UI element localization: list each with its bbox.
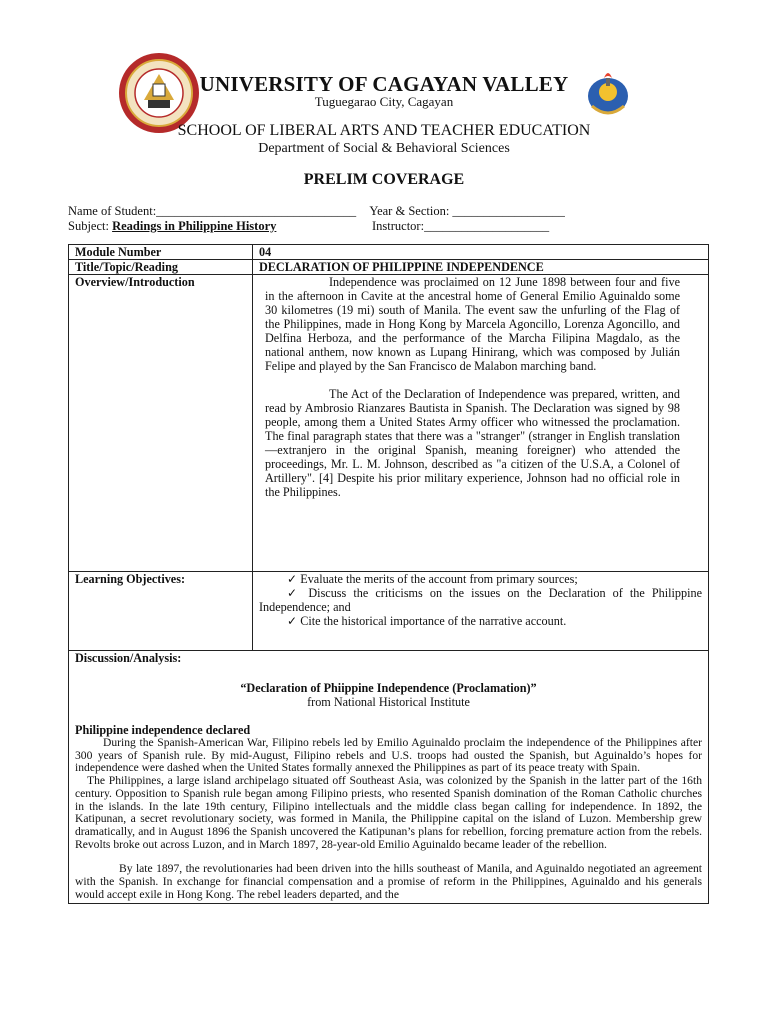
subject-label: Subject:: [68, 219, 113, 233]
coverage-title: PRELIM COVERAGE: [303, 171, 465, 188]
subject-value: Readings in Philippine History: [112, 219, 277, 233]
objectives-content: [253, 572, 709, 651]
objectives-label: Learning Objectives:: [69, 572, 253, 651]
student-name-field: Name of Student:________________________________: [68, 204, 357, 218]
module-table: [68, 244, 709, 904]
discussion-paragraph-3: By late 1897, the revolutionaries had been driven into the hills southeast of Manila, and Aguinaldo negotiated an agreement with the Spanish. In exchange for financial compensation and a promise of reform in the Philippines, Aguinaldo and his generals would accept exile in Hong Kong. The rebel leaders departed, and the: [75, 862, 702, 901]
overview-label: Overview/Introduction: [69, 275, 253, 572]
module-number-label: Module Number: [69, 245, 253, 260]
school-name: SCHOOL OF LIBERAL ARTS AND TEACHER EDUCATION: [177, 122, 591, 139]
discussion-paragraph-2: The Philippines, a large island archipelago situated off Southeast Asia, was colonized by the Spanish in the latter part of the 16th century. Opposition to Spanish rule began among Filipino priests, who resented Spanish domination of the Roman Catholic churches in the islands. In the late 19th century, Filipino intellectuals and the middle class began calling for independence. In 1892, the Katipunan, a secret revolutionary society, was formed in Manila, the Philippine capital on the island of Luzon. Membership grew dramatically, and in August 1896 the Spanish uncovered the Katipunan’s plans for rebellion, forcing premature action from the rebels. Revolts broke out across Luzon, and in March 1897, 28-year-old Emilio Aguinaldo became leader of the rebellion.: [75, 774, 702, 851]
university-city: Tuguegarao City, Cagayan: [314, 94, 454, 109]
title-label: Title/Topic/Reading: [69, 260, 253, 275]
section-heading: Philippine independence declared: [75, 723, 251, 737]
year-section-field: Year & Section: __________________: [369, 204, 565, 218]
department-name: Department of Social & Behavioral Sciences: [258, 141, 510, 156]
subject-row: [68, 219, 708, 234]
discussion-content: [69, 651, 709, 904]
instructor-field: Instructor:____________________: [372, 219, 550, 233]
discussion-label: Discussion/Analysis:: [75, 651, 182, 665]
student-info: [68, 204, 708, 234]
title-value: DECLARATION OF PHILIPPINE INDEPENDENCE: [253, 260, 709, 275]
objective-item: ✓ Cite the historical importance of the narrative account.: [287, 614, 567, 628]
table-row: [69, 275, 709, 572]
overview-content: [253, 275, 709, 572]
objective-item: ✓ Evaluate the merits of the account from primary sources;: [287, 572, 578, 586]
overview-paragraph-2: The Act of the Declaration of Independence was prepared, written, and read by Ambrosio Rianzares Bautista in Spanish. The Declaration was signed by 98 people, among them a United States Army officer who witnessed the proclamation. The final paragraph states that there was a "stranger" (stranger in English translation—extranjero in the original Spanish, meaning foreigner) who attended the proceedings, Mr. L. M. Johnson, described as "a citizen of the U.S.A, a Colonel of Artillery". [4] Despite his prior military experience, Johnson had no official role in the Philippines.: [265, 387, 680, 499]
table-row: [69, 260, 709, 275]
discussion-paragraph-1: During the Spanish-American War, Filipino rebels led by Emilio Aguinaldo proclaim the independence of the Philippines after 300 years of Spanish rule. By mid-August, Filipino rebels and U.S. troops had ousted the Spanish, but Aguinaldo’s hopes for independence were dashed when the United States formally annexed the Philippines as part of its peace treaty with Spain.: [75, 736, 702, 775]
overview-paragraph-1: Independence was proclaimed on 12 June 1898 between four and five in the afternoon in Cavite at the ancestral home of General Emilio Aguinaldo some 30 kilometres (19 mi) south of Manila. The event saw the unfurling of the Flag of the Philippines, made in Hong Kong by Marcela Agoncillo, Lorenza Agoncillo, and Delfina Herboza, and the performance of the Marcha Filipina Magdalo, as the national anthem, now known as Lupang Hinirang, which was composed by Julián Felipe and played by the San Francisco de Malabon marching band.: [265, 275, 680, 373]
reading-source: from National Historical Institute: [307, 695, 470, 709]
reading-title: “Declaration of Phiippine Independence (Proclamation)”: [240, 681, 537, 695]
table-row: [69, 572, 709, 651]
document-header: [0, 0, 768, 200]
table-row: [69, 651, 709, 904]
student-row: [68, 204, 708, 219]
university-name: UNIVERSITY OF CAGAYAN VALLEY: [199, 72, 569, 96]
objective-item: ✓ Discuss the criticisms on the issues on the Declaration of the Philippine Independence; and: [259, 586, 702, 614]
table-row: [69, 245, 709, 260]
module-number-value: 04: [253, 245, 709, 260]
